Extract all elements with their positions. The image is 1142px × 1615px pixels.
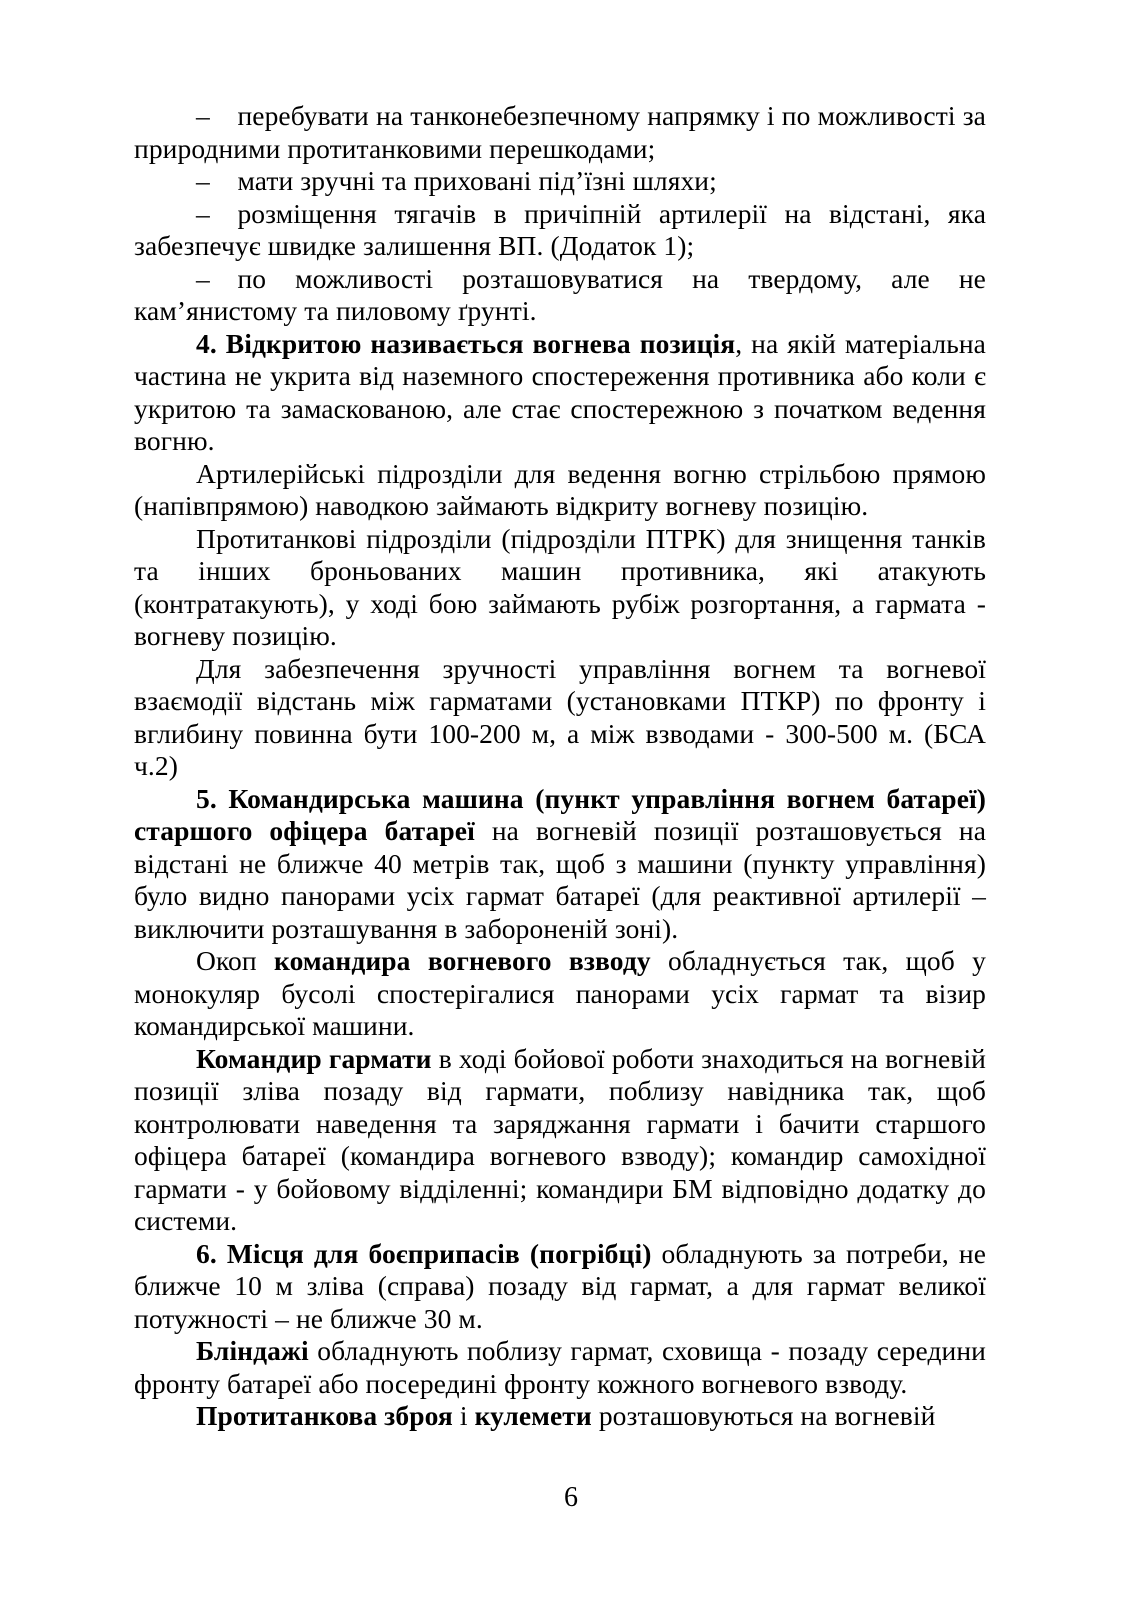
page-number: 6 — [564, 1482, 578, 1513]
paragraph-open-position — [134, 328, 986, 458]
text-segment: – мати зручні та приховані під’їзні шляхи; — [196, 165, 717, 196]
bold-text-segment: Бліндажі — [196, 1335, 309, 1366]
list-item-access-roads — [134, 165, 986, 198]
text-segment: Протитанкові підрозділи (підрозділи ПТРК) для знищення танків та інших броньованих машин противника, які атакують (контратакують), у ході бою займають рубіж розгортання, а гармата - вогневу позицію. — [134, 522, 986, 651]
paragraph-ammunition-places — [134, 1238, 986, 1336]
bold-text-segment: Протитанкова зброя — [196, 1400, 453, 1431]
paragraph-commander-vehicle — [134, 783, 986, 946]
paragraph-dugouts — [134, 1335, 986, 1400]
text-segment: Для забезпечення зручності управління вогнем та вогневої взаємодії відстань між гарматами (установками ПТКР) по фронту і вглибину повинна бути 100-200 м, а між взводами - 300-500 м. (БСА ч.2) — [134, 652, 986, 781]
text-segment: – розміщення тягачів в причіпній артилерії на відстані, яка забезпечує швидке залишення ВП. (Додаток 1); — [134, 197, 986, 261]
list-item-tank-direction — [134, 100, 986, 165]
bold-text-segment: 6. Місця для боєприпасів (погрібці) — [196, 1237, 652, 1269]
bold-text-segment: командира вогневого взводу — [273, 945, 651, 976]
text-segment: в ході бойової роботи знаходиться на вогневій позиції зліва позаду від гармати, поблизу навідника так, щоб контролювати наведення та заряджання гармати і бачити старшого офіцера батареї (командира вогневого взводу); командир самохідної гармати - у бойовому відділенні; командири БМ відповідно додатку до системи. — [134, 1042, 986, 1236]
paragraph-gun-commander — [134, 1043, 986, 1238]
text-segment: – перебувати на танконебезпечному напрямку і по можливості за природними протитанковими перешкодами; — [134, 100, 986, 164]
text-segment: і — [452, 1400, 475, 1431]
bold-text-segment: 5. Командирська машина (пункт управління вогнем батареї) старшого офіцера батареї — [134, 782, 986, 846]
text-segment: – по можливості розташовуватися на твердому, але не кам’янистому та пиловому ґрунті. — [134, 262, 986, 326]
text-segment: розташовуються на вогневій — [591, 1400, 936, 1431]
paragraph-platoon-commander-trench — [134, 945, 986, 1043]
text-segment: на вогневій позиції розташовується на відстані не ближче 40 метрів так, щоб з машини (пункту управління) було видно панорами усіх гармат батареї (для реактивної артилерії – виключити розташування в забороненій зоні). — [134, 815, 986, 944]
paragraph-distances — [134, 653, 986, 783]
text-segment: обладнують поблизу гармат, сховища - позаду середини фронту батареї або посередині фронту кожного вогневого взводу. — [134, 1335, 986, 1399]
text-segment: Артилерійські підрозділи для ведення вогню стрільбою прямою (напівпрямою) наводкою займають відкриту вогневу позицію. — [134, 457, 986, 521]
bold-text-segment: Командир гармати — [196, 1042, 432, 1074]
list-item-tractors — [134, 198, 986, 263]
bold-text-segment: 4. Відкритою називається вогнева позиція — [196, 327, 736, 359]
text-segment: , на якій матеріальна частина не укрита від наземного спостереження противника або коли є укритою та замаскованою, але стає спостережною з початком ведення вогню. — [134, 327, 986, 456]
text-block — [134, 100, 986, 1433]
paragraph-antitank-units — [134, 523, 986, 653]
text-segment: Окоп — [196, 945, 274, 976]
paragraph-artillery-units — [134, 458, 986, 523]
bold-text-segment: кулемети — [474, 1400, 592, 1431]
text-segment: обладнують за потреби, не ближче 10 м зліва (справа) позаду від гармат, а для гармат великої потужності – не ближче 30 м. — [134, 1237, 987, 1334]
text-segment: обладнується так, щоб у монокуляр бусолі спостерігалися панорами усіх гармат та візир командирської машини. — [134, 945, 986, 1041]
paragraph-antitank-weapons — [134, 1400, 986, 1433]
list-item-ground — [134, 263, 986, 328]
